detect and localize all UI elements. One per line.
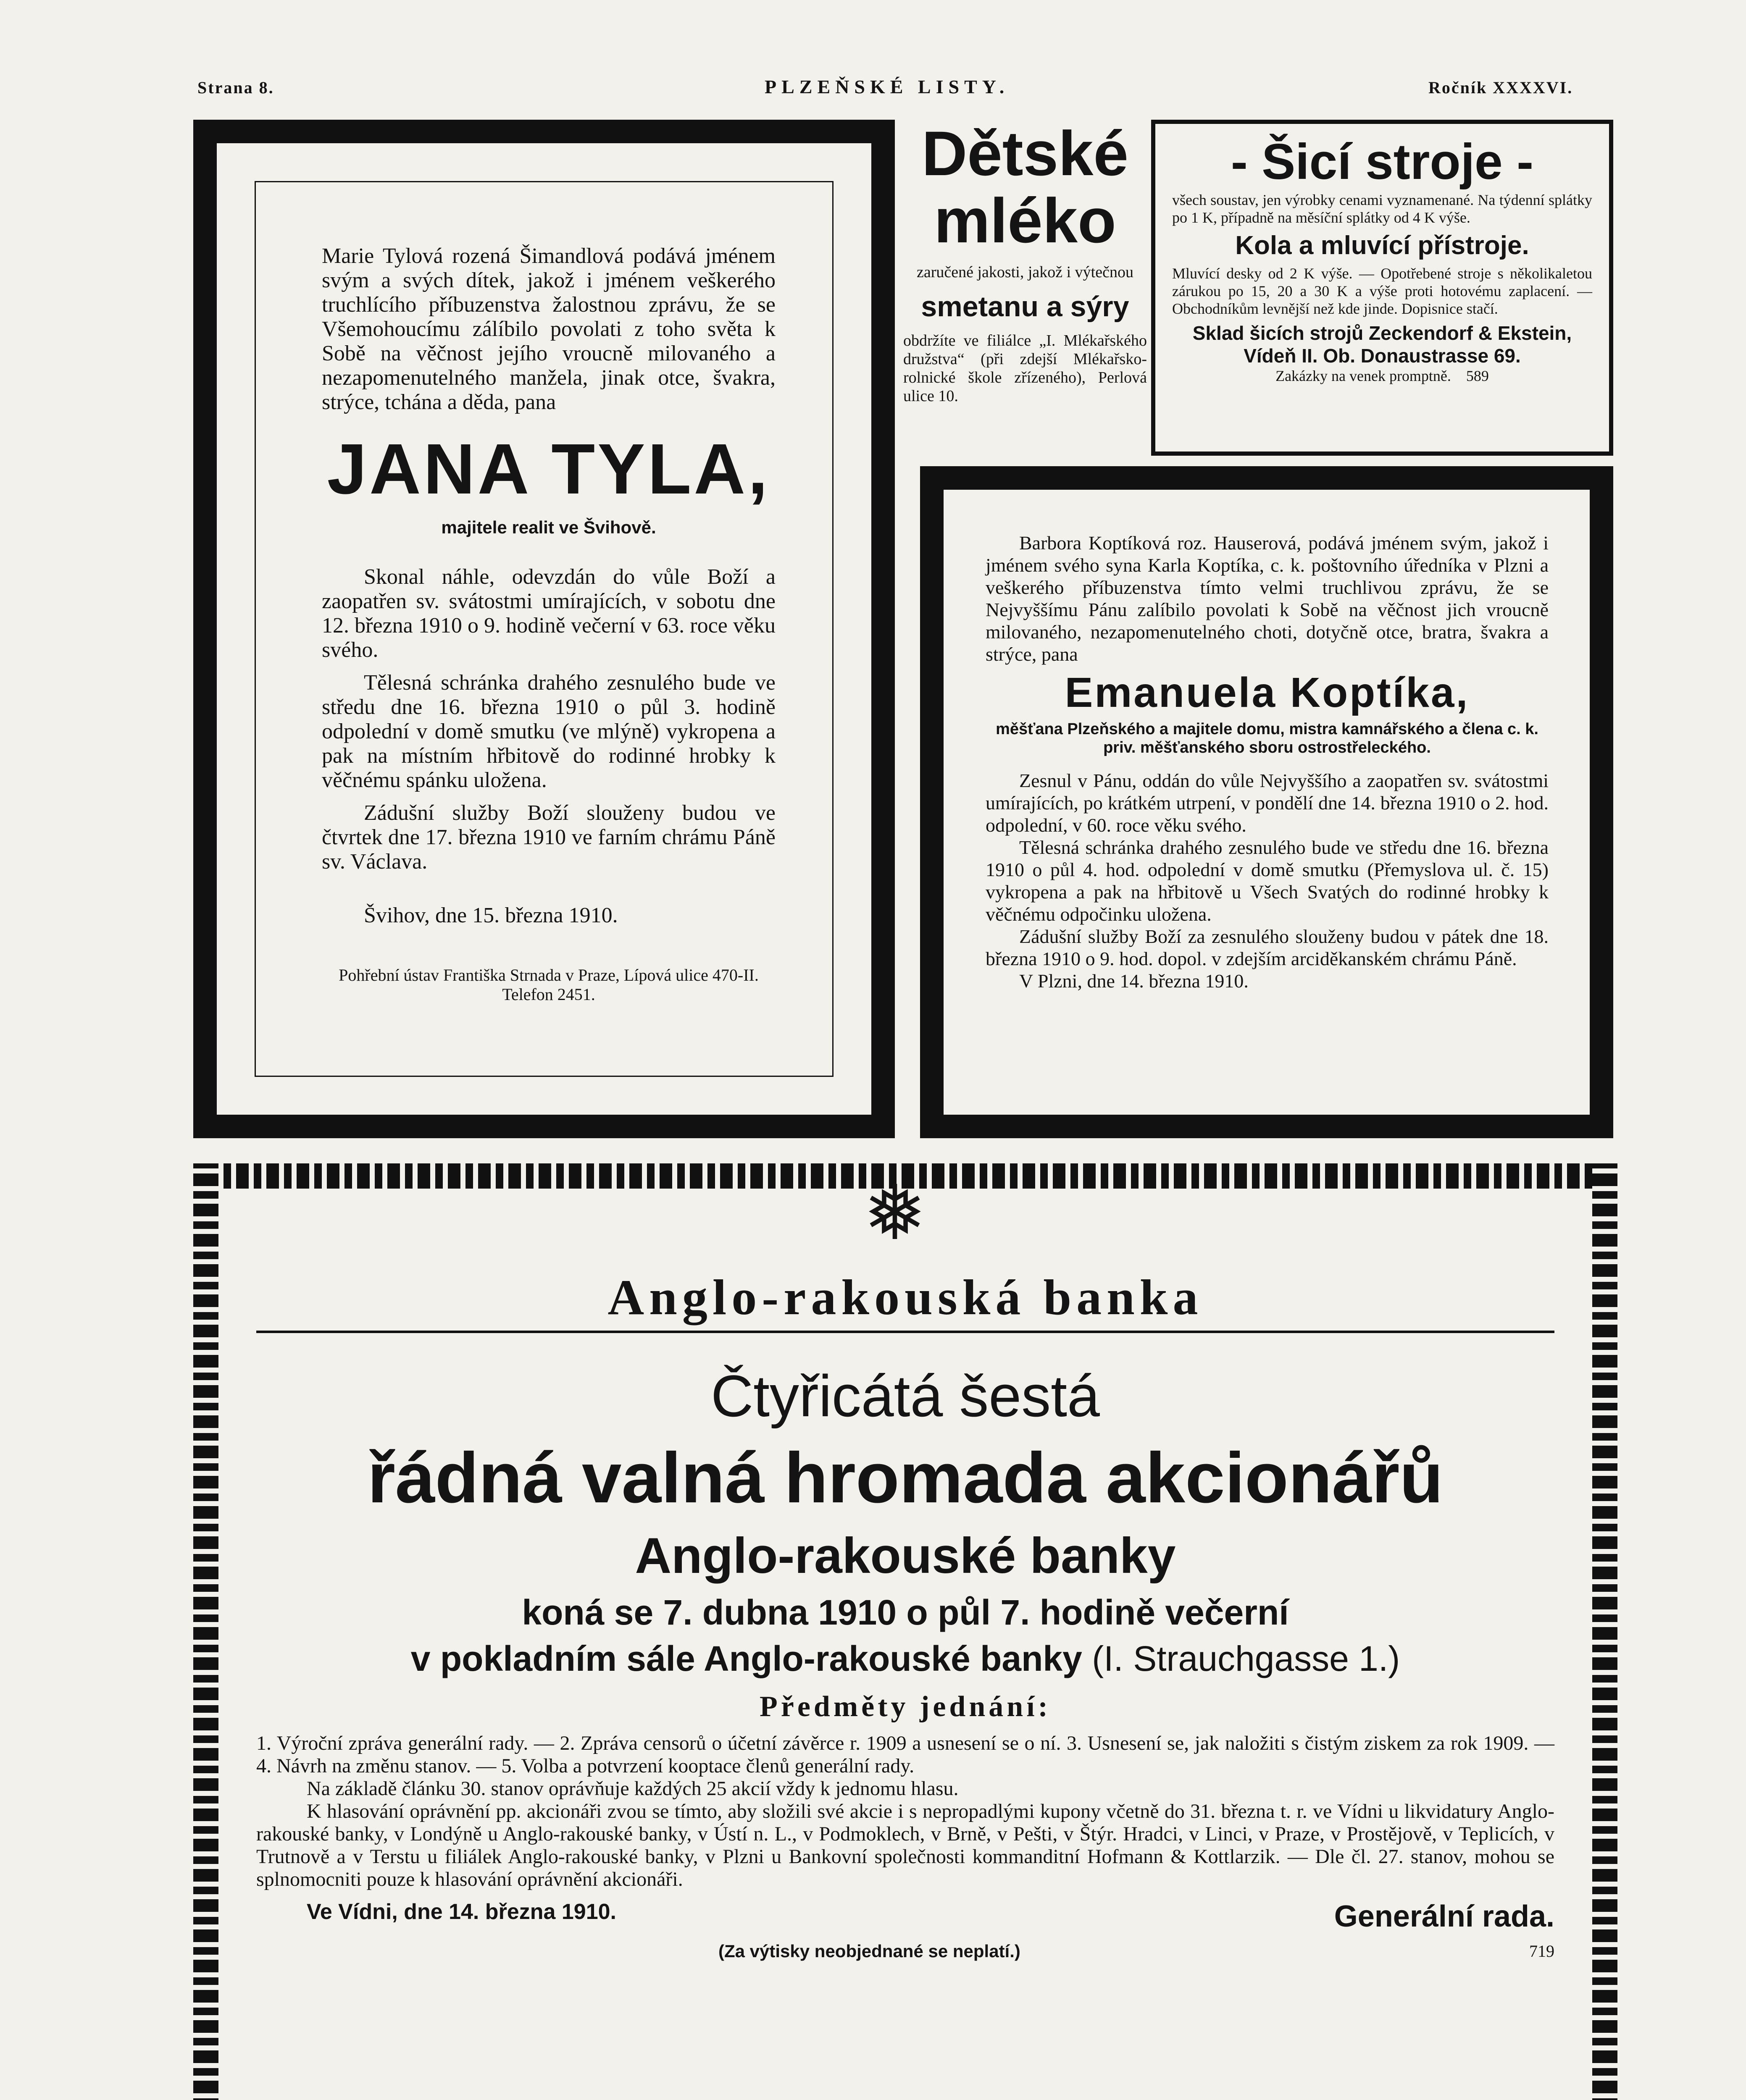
ad-childrens-milk xyxy=(903,120,1147,456)
sewing-line-5: Vídeň II. Ob. Donaustrasse 69. xyxy=(1244,345,1521,367)
milk-line-1: zaručené jakosti, jakož i výtečnou xyxy=(917,263,1133,281)
obituary-tyl xyxy=(193,120,895,1138)
koptik-title: měšťana Plzeňského a majitele domu, mistra kamnářského a člena c. k. priv. měšťanského sboru ostrostřeleckého. xyxy=(996,720,1538,756)
bank-line-5: v pokladním sále Anglo-rakouské banky xyxy=(410,1639,1082,1678)
bank-signature: Generální rada. xyxy=(1334,1900,1554,1933)
koptik-intro: Barbora Koptíková roz. Hauserová, podává jménem svým, jakož i jménem svého syna Karla Koptíka, c. k. poštovního úředníka v Plzni a veškerého příbuzenstva tímto velmi truchlivou zprávu, že se Nejvyššímu Pánu zalíbilo povolati k Sobě na věčnost jich vroucně milovaného, nezapomenutelného choti, dotyčně otce, bratra, švakra a strýce, pana xyxy=(986,532,1549,665)
milk-line-3: obdržíte ve filiálce „I. Mlékařského družstva“ (při zdejší Mlékařsko-rolnické škole zřízeného), Perlová ulice 10. xyxy=(903,332,1147,405)
bank-paragraph-2: K hlasování oprávnění pp. akcionáři zvou se tímto, aby složili své akcie i s nepropadlými kupony včetně do 31. března t. r. ve Vídni u likvidatury Anglo-rakouské banky, v Londýně u Anglo-rakouské banky, v Ústí n. L., v Podmoklech, v Brně, v Pešti, v Štýr. Hradci, v Linci, v Praze, v Prostějově, v Teplicích, v Trutnově a v Terstu u filiálek Anglo-rakouské banky, v Plzni u Bankovní společnosti kommanditní Hofmann & Kottlarzik. — Dle čl. 27. stanov, mohou se splnomocniti pouze k hlasování oprávnění akcionáři. xyxy=(256,1800,1554,1890)
bank-agenda: 1. Výroční zpráva generální rady. — 2. Zpráva censorů o účetní závěrce r. 1909 a usnesení se o ní. 3. Usnesení se, jak naložiti s čistým ziskem za rok 1909. — 4. Návrh na změnu stanov. — 5. Volba a potvrzení kooptace členů generální rady. xyxy=(256,1732,1554,1777)
koptik-name: Emanuela Koptíka, xyxy=(1065,669,1470,716)
sewing-title: - Šicí stroje - xyxy=(1231,134,1534,190)
milk-line-2: smetanu a sýry xyxy=(921,291,1129,323)
tyl-paragraph-3: Zádušní služby Boží slouženy budou ve čtvrtek dne 17. března 1910 ve farním chrámu Páně sv. Václava. xyxy=(322,801,776,874)
bank-line-2: řádná valná hromada akcionářů xyxy=(367,1438,1444,1518)
bank-place-date: Ve Vídni, dne 14. března 1910. xyxy=(307,1900,616,1924)
obituary-koptik xyxy=(920,466,1613,1138)
koptik-paragraph-1: Zesnul v Pánu, oddán do vůle Nejvyššího a zaopatřen sv. svátostmi umírajících, po krátkém utrpení, v pondělí dne 14. března 1910 o 2. hod. odpolední, v 60. roce věku svého. xyxy=(986,770,1549,836)
sewing-line-4: Sklad šicích strojů Zeckendorf & Ekstein, xyxy=(1192,322,1572,344)
ad-anglo-austrian-bank xyxy=(193,1163,1617,2100)
tyl-intro: Marie Tylová rozená Šimandlová podává jménem svým a svých dítek, jakož i jménem veškerého truchlícího příbuzenstva žalostnou zprávu, že se Všemohoucímu zálíbilo povolati z toho světa k Sobě na věčnost jejího vroucně milovaného a nezapomenutelného manžela, jinak otce, švakra, strýce, tchána a děda, pana xyxy=(322,244,776,414)
tyl-funeral-home: Pohřební ústav Františka Strnada v Praze, Lípová ulice 470-II. Telefon 2451. xyxy=(339,966,759,1004)
sewing-ad-number: 589 xyxy=(1466,368,1489,384)
sewing-line-6: Zakázky na venek promptně. xyxy=(1275,368,1451,384)
tyl-name: JANA TYLA, xyxy=(327,429,770,509)
koptik-place-date: V Plzni, dne 14. března 1910. xyxy=(1019,970,1249,992)
milk-title-2: mléko xyxy=(934,185,1116,256)
bank-line-4: koná se 7. dubna 1910 o půl 7. hodině večerní xyxy=(522,1593,1289,1632)
tyl-title: majitele realit ve Švihově. xyxy=(441,517,656,537)
newspaper-title: PLZEŇSKÉ LISTY. xyxy=(765,76,1010,97)
bank-address: (I. Strauchgasse 1.) xyxy=(1092,1639,1400,1678)
tyl-place-date: Švihov, dne 15. března 1910. xyxy=(364,903,618,927)
koptik-paragraph-2: Tělesná schránka drahého zesnulého bude ve středu dne 16. března 1910 o půl 4. hod. odpolední v domě smutku (Přemyslova ul. č. 15) vykropena a pak na hřbitově u Všech Svatých do rodinné hrobky k věčnému odpočinku uložena. xyxy=(986,837,1549,925)
page-number: Strana 8. xyxy=(197,78,274,97)
volume-label: Ročník XXXXVI. xyxy=(1428,78,1573,97)
bank-ad-number: 719 xyxy=(1529,1942,1554,1961)
bank-title: Anglo-rakouská banka xyxy=(256,1268,1554,1333)
ad-sewing-machines xyxy=(1151,120,1613,456)
bank-line-1: Čtyřicátá šestá xyxy=(711,1363,1100,1429)
sewing-line-2: Kola a mluvící přístroje. xyxy=(1235,231,1529,260)
koptik-paragraph-3: Zádušní služby Boží za zesnulého slouženy budou v pátek dne 18. března 1910 o 9. hod. dopol. v zdejším arciděkanském chrámu Páně. xyxy=(986,926,1549,969)
bank-note: (Za výtisky neobjednané se neplatí.) xyxy=(718,1941,1020,1961)
sewing-line-3: Mluvící desky od 2 K výše. — Opotřebené stroje s několikaletou zárukou po 15, 20 a 30 K a výše proti hotovému zaplacení. — Obchodníkům levnější než kde jinde. Dopisnice stačí. xyxy=(1172,265,1592,317)
double-eagle-emblem-icon: ❅ xyxy=(863,1172,927,1255)
tyl-paragraph-1: Skonal náhle, odevzdán do vůle Boží a zaopatřen sv. svátostmi umírajících, v sobotu dne 12. března 1910 o 9. hodině večerní v 63. roce věku svého. xyxy=(322,565,776,662)
bank-agenda-title: Předměty jednání: xyxy=(760,1690,1051,1723)
bank-paragraph-1: Na základě článku 30. stanov oprávňuje každých 25 akcií vždy k jednomu hlasu. xyxy=(307,1777,959,1800)
bank-line-3: Anglo-rakouské banky xyxy=(635,1528,1176,1584)
sewing-line-1: všech soustav, jen výrobky cenami vyznamenané. Na týdenní splátky po 1 K, případně na měsíční splátky od 4 K výše. xyxy=(1172,192,1592,226)
milk-title-1: Dětské xyxy=(922,118,1128,189)
tyl-paragraph-2: Tělesná schránka drahého zesnulého bude ve středu dne 16. března 1910 o půl 3. hodině odpolední v domě smutku (ve mlýně) vykropena a pak na místním hřbitově do rodinné hrobky k věčnému spánku uložena. xyxy=(322,671,776,792)
